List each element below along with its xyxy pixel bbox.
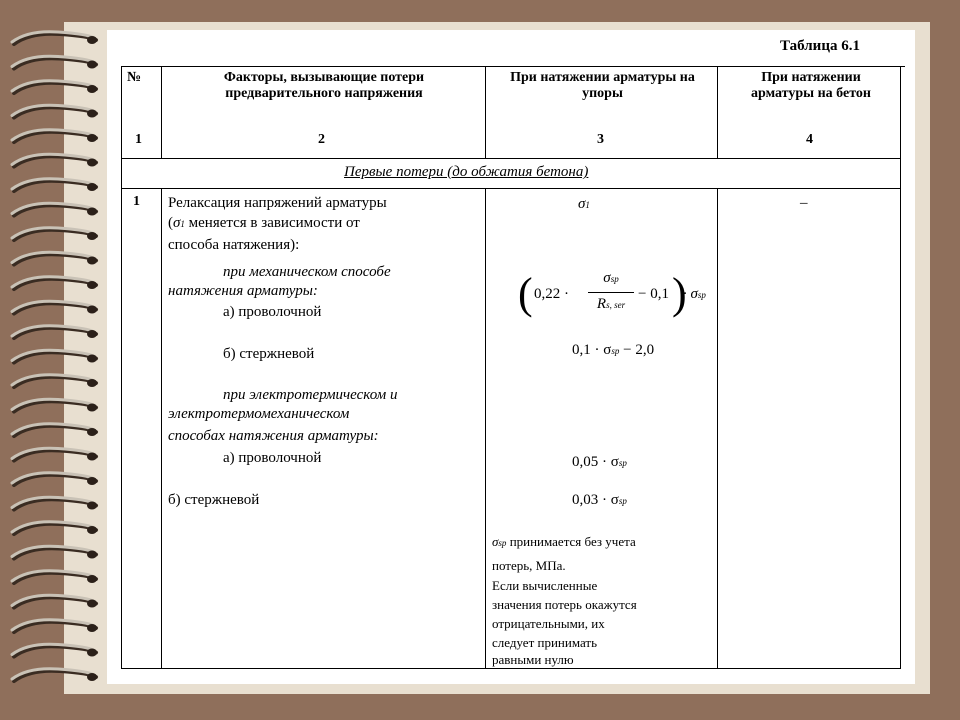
spiral-hole	[87, 551, 97, 559]
header-col1-num: 1	[135, 132, 142, 147]
note-line6: следует принимать	[492, 635, 598, 650]
el-heading-2: электротермомеханическом	[168, 406, 350, 422]
el-item-b: б) стержневой	[168, 492, 260, 508]
header-col3: При натяжении арматуры на упоры	[510, 70, 695, 101]
spiral-hole	[87, 36, 97, 44]
spiral-hole	[87, 61, 97, 69]
spiral-hole	[87, 453, 97, 461]
formula-el-wire: 0,05 · σsp	[572, 454, 627, 470]
table-top-border	[121, 66, 905, 67]
spiral-hole	[87, 85, 97, 93]
spiral-hole	[87, 404, 97, 412]
spiral-hole	[87, 159, 97, 167]
spiral-binding-icon	[0, 0, 110, 720]
spiral-hole	[87, 575, 97, 583]
spiral-hole	[87, 477, 97, 485]
col-divider-2-header	[485, 66, 486, 158]
col-divider-1-header	[161, 66, 162, 158]
note-line1: σsp принимается без учета	[492, 534, 636, 549]
mech-item-a: а) проволочной	[223, 304, 322, 320]
spiral-hole	[87, 649, 97, 657]
table-bottom-border	[121, 668, 901, 669]
spiral-hole	[87, 355, 97, 363]
note-line7: равными нулю	[492, 652, 574, 667]
section-title: Первые потери (до обжатия бетона)	[344, 164, 589, 180]
factor-title-line1: Релаксация напряжений арматуры	[168, 195, 387, 211]
header-col2: Факторы, вызывающие потери предварительного напряжения	[223, 70, 425, 101]
table-left-border	[121, 66, 122, 669]
formula-el-rod: 0,03 · σsp	[572, 492, 627, 508]
col-divider-3	[717, 188, 718, 669]
spiral-hole	[87, 208, 97, 216]
spiral-hole	[87, 183, 97, 191]
spiral-hole	[87, 502, 97, 510]
col-divider-3-header	[717, 66, 718, 158]
header-bottom-border	[121, 158, 901, 159]
formula-sigma1: σ1	[578, 196, 590, 212]
header-col1: №	[127, 70, 142, 85]
spiral-hole	[87, 624, 97, 632]
spiral-hole	[87, 330, 97, 338]
spiral-hole	[87, 526, 97, 534]
spiral-hole	[87, 257, 97, 265]
table-caption: Таблица 6.1	[780, 38, 860, 54]
formula-mech-rod: 0,1 · σsp − 2,0	[572, 342, 655, 358]
col-divider-1	[161, 188, 162, 669]
spiral-hole	[87, 110, 97, 118]
mech-heading-2: натяжения арматуры:	[168, 283, 318, 299]
formula-mech-wire: ( 0,22 · σsp Rs, ser − 0,1 ) · σsp	[518, 269, 706, 318]
header-col4-num: 4	[806, 132, 813, 147]
spiral-hole	[87, 600, 97, 608]
table-right-border	[900, 66, 901, 669]
header-col4: При натяжении арматуры на бетон	[751, 70, 871, 101]
mech-heading-1: при механическом способе	[223, 264, 391, 280]
el-heading-3: способах натяжения арматуры:	[168, 428, 379, 444]
factor-title-line2: (σ1 меняется в зависимости от	[168, 215, 360, 231]
spiral-hole	[87, 134, 97, 142]
header-col3-num: 3	[597, 132, 604, 147]
el-heading-1: при электротермическом и	[223, 387, 398, 403]
note-line5: отрицательными, их	[492, 616, 605, 631]
el-item-a: а) проволочной	[223, 450, 322, 466]
spiral-hole	[87, 379, 97, 387]
note-line2: потерь, МПа.	[492, 558, 566, 573]
col4-value: –	[800, 195, 808, 211]
header-col2-num: 2	[318, 132, 325, 147]
factor-title-line3: способа натяжения):	[168, 237, 300, 253]
mech-item-b: б) стержневой	[223, 346, 315, 362]
spiral-hole	[87, 428, 97, 436]
row-number: 1	[133, 194, 140, 209]
spiral-hole	[87, 306, 97, 314]
col-divider-2	[485, 188, 486, 669]
section-bottom-border	[121, 188, 901, 189]
note-line3: Если вычисленные	[492, 578, 598, 593]
spiral-hole	[87, 232, 97, 240]
spiral-hole	[87, 281, 97, 289]
spiral-hole	[87, 673, 97, 681]
note-line4: значения потерь окажутся	[492, 597, 637, 612]
